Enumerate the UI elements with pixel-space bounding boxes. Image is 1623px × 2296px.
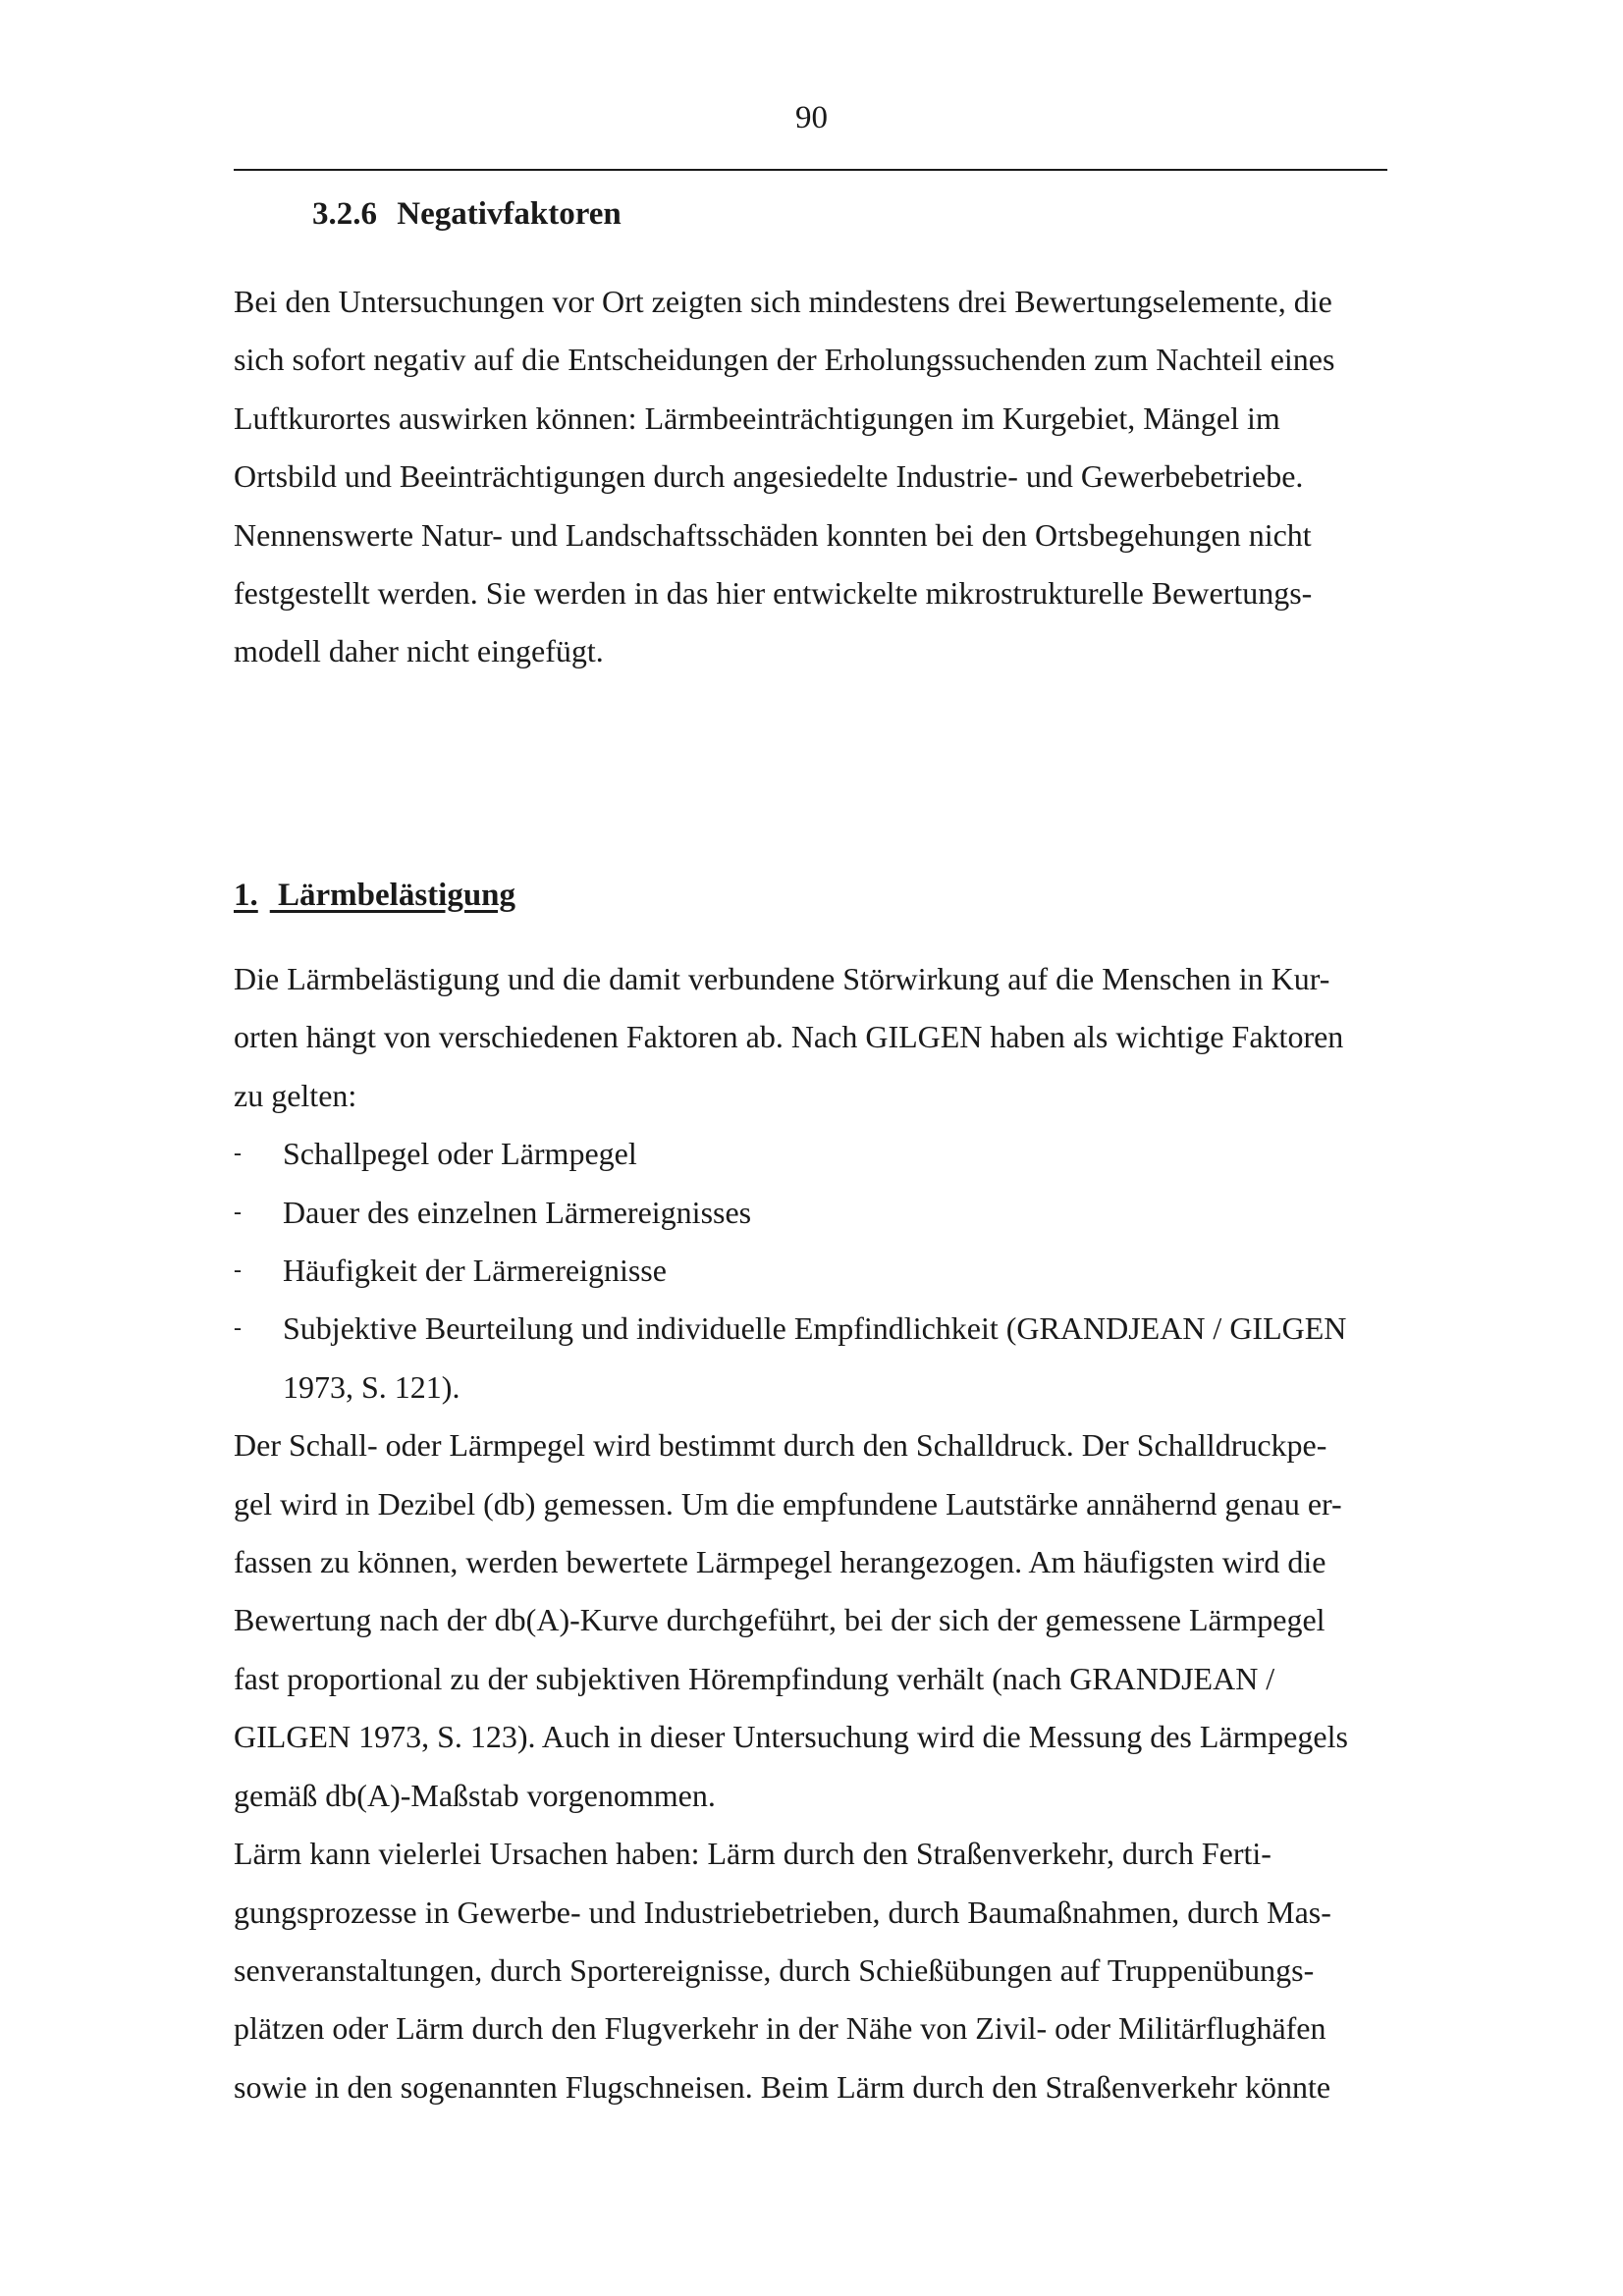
- paragraph-noise-level: [234, 1416, 1407, 1825]
- text-line: Lärm kann vielerlei Ursachen haben: Lärm durch den Straßenverkehr, durch Ferti-: [234, 1836, 1271, 1872]
- dash-bullet-icon: -: [234, 1199, 242, 1225]
- text-line: sowie in den sogenannten Flugschneisen. Beim Lärm durch den Straßenverkehr könnte: [234, 2068, 1331, 2105]
- text-line: Häufigkeit der Lärmereignisse: [283, 1253, 667, 1289]
- text-line: sich sofort negativ auf die Entscheidungen der Erholungssuchenden zum Nachteil eines: [234, 342, 1335, 378]
- section-number: 3.2.6: [312, 196, 377, 232]
- dash-bullet-icon: -: [234, 1141, 242, 1167]
- list-item: [234, 1184, 1407, 1242]
- text-line: Bewertung nach der db(A)-Kurve durchgeführt, bei der sich der gemessene Lärmpegel: [234, 1602, 1325, 1638]
- text-line: gungsprozesse in Gewerbe- und Industriebetrieben, durch Baumaßnahmen, durch Mas-: [234, 1894, 1331, 1930]
- text-line: Nennenswerte Natur- und Landschaftsschäden konnten bei den Ortsbegehungen nicht: [234, 516, 1312, 553]
- list-item-text: [283, 1184, 751, 1242]
- paragraph-noise-causes: [234, 1825, 1407, 2116]
- text-line: fassen zu können, werden bewertete Lärmpegel herangezogen. Am häufigsten wird die: [234, 1544, 1326, 1580]
- text-line: Bei den Untersuchungen vor Ort zeigten sich mindestens drei Bewertungselemente, die: [234, 284, 1332, 319]
- text-line: orten hängt von verschiedenen Faktoren ab. Nach GILGEN haben als wichtige Faktoren: [234, 1019, 1344, 1055]
- dash-bullet-icon: -: [234, 1257, 242, 1284]
- list-item: [234, 1125, 1407, 1183]
- list-item: [234, 1242, 1407, 1300]
- text-line: festgestellt werden. Sie werden in das hier entwickelte mikrostrukturelle Bewertungs-: [234, 575, 1313, 612]
- list-item-text: [283, 1300, 1346, 1416]
- subsection-number: 1.: [234, 878, 258, 913]
- text-line: senveranstaltungen, durch Sportereignisse, durch Schießübungen auf Truppenübungs-: [234, 1951, 1315, 1988]
- text-line: Dauer des einzelnen Lärmereignisses: [283, 1194, 752, 1230]
- text-line: Die Lärmbelästigung und die damit verbundene Störwirkung auf die Menschen in Kur-: [234, 961, 1330, 996]
- intro-paragraph: [234, 273, 1407, 681]
- text-line: gel wird in Dezibel (db) gemessen. Um die empfundene Lautstärke annähernd genau er-: [234, 1485, 1342, 1522]
- text-line: GILGEN 1973, S. 123). Auch in dieser Untersuchung wird die Messung des Lärmpegels: [234, 1719, 1348, 1755]
- text-line: modell daher nicht eingefügt.: [234, 633, 604, 669]
- text-line: Der Schall- oder Lärmpegel wird bestimmt durch den Schalldruck. Der Schalldruckpe-: [234, 1427, 1327, 1464]
- text-line: zu gelten:: [234, 1077, 357, 1113]
- text-line: plätzen oder Lärm durch den Flugverkehr in der Nähe von Zivil- oder Militärflughäfen: [234, 2010, 1326, 2047]
- dash-bullet-icon: -: [234, 1315, 242, 1342]
- text-line: fast proportional zu der subjektiven Hörempfindung verhält (nach GRANDJEAN /: [234, 1660, 1275, 1696]
- text-line: gemäß db(A)-Maßstab vorgenommen.: [234, 1777, 716, 1813]
- factor-list: [234, 1125, 1407, 1416]
- subsection-heading: [234, 876, 515, 915]
- paragraph-factors-intro: [234, 950, 1407, 1125]
- header-divider: [234, 169, 1387, 171]
- text-line: Ortsbild und Beeinträchtigungen durch angesiedelte Industrie- und Gewerbebetriebe.: [234, 458, 1304, 495]
- laerm-body: [234, 950, 1407, 2116]
- section-heading: [312, 194, 622, 234]
- text-line: Luftkurortes auswirken können: Lärmbeeinträchtigungen im Kurgebiet, Mängel im: [234, 400, 1280, 436]
- section-title: Negativfaktoren: [397, 196, 622, 232]
- list-item-text: [283, 1125, 637, 1183]
- text-line: 1973, S. 121).: [283, 1368, 460, 1405]
- page-number: 90: [795, 100, 828, 135]
- text-line: Subjektive Beurteilung und individuelle Empfindlichkeit (GRANDJEAN / GILGEN: [283, 1310, 1347, 1347]
- list-item-text: [283, 1242, 667, 1300]
- list-item: [234, 1300, 1407, 1416]
- text-line: Schallpegel oder Lärmpegel: [283, 1136, 637, 1172]
- subsection-title: Lärmbelästigung: [278, 878, 516, 913]
